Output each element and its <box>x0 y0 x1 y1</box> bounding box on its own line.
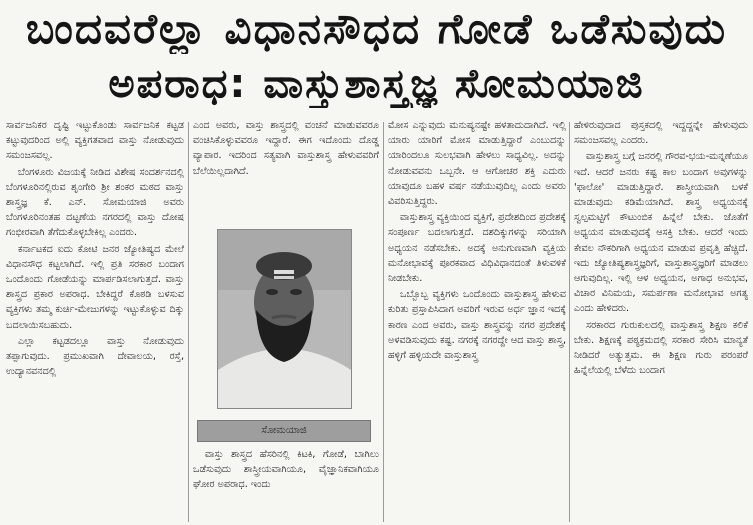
paragraph: ಎಂದ ಅವರು, ವಾಸ್ತು ಶಾಸ್ತ್ರದಲ್ಲಿ ವಂಚನೆ ಮಾಡುವವರೂ ವಂಚಿಸಿಕೊಳ್ಳುವವರೂ ಇದ್ದಾರೆ. ಈಗ ಇದೊಂದು ದೊಡ್ಡ ವ್ಯಾಪಾರ. ಇದರಿಂದ ಸತ್ಯವಾಗಿ ವಾಸ್ತುಶಾಸ್ತ್ರ ಹೇಳುವವರಿಗೆ ಬೆಲೆಯಿಲ್ಲದಾಗಿದೆ. <box>193 120 379 177</box>
paragraph: ಕರ್ನಾಟಕದ ಐದು ಕೋಟಿ ಜನರ ಜ್ಯೋತಿಷ್ಯದ ಮೇಲೆ ವಿಧಾನಸೌಧ ಕಟ್ಟಲಾಗಿದೆ. ಇಲ್ಲಿ ಪ್ರತಿ ಸರಕಾರ ಬಂದಾಗ ಒಂದೊಂದು ಗೋಡೆಯನ್ನು ಮಾರ್ಪಡಿಸಲಾಗುತ್ತದೆ. ವಾಸ್ತು ಶಾಸ್ತ್ರದ ಪ್ರಕಾರ ಅಪರಾಧ. ಬೇಕಿದ್ದರೆ ಕೊಠಡಿ ಬಳಸುವ ವ್ಯಕ್ತಿಗಳು ತಮ್ಮ ಕುರ್ಚಿ-ಮೇಜುಗಳನ್ನು ಇಟ್ಟುಕೊಳ್ಳುವ ದಿಕ್ಕು ಬದಲಾಯಿಸಬಹುದು. <box>6 243 184 331</box>
column-divider <box>383 122 384 522</box>
paragraph: ವಾಸ್ತುಶಾಸ್ತ್ರ ವ್ಯಕ್ತಿಯಿಂದ ವ್ಯಕ್ತಿಗೆ, ಪ್ರದೇಶದಿಂದ ಪ್ರದೇಶಕ್ಕೆ ಸಂಪೂರ್ಣ ಬದಲಾಗುತ್ತದೆ. ದಶದಿಕ್ಕುಗಳನ್ನು ಸರಿಯಾಗಿ ಅಧ್ಯಯನ ನಡೆಸಬೇಕು. ಅದಕ್ಕೆ ಅನುಗುಣವಾಗಿ ವ್ಯಕ್ತಿಯ ಮನೋಭಾವಕ್ಕೆ ಪೂರಕವಾದ ವಿಧಿವಿಧಾನದಂತೆ ತಿಳುವಳಿಕೆ ನೀಡಬೇಕು. <box>388 212 566 285</box>
portrait-photo <box>217 229 352 409</box>
headline-line-1: ಬಂದವರೆಲ್ಲಾ ವಿಧಾನಸೌಧದ ಗೋಡೆ ಒಡೆಸುವುದು <box>25 4 728 53</box>
paragraph: ಎಲ್ಲಾ ಕಟ್ಟಡದಲ್ಲೂ ವಾಸ್ತು ನೋಡುವುದು ತಪ್ಪಾಗುವುದು. ಪ್ರಮುಖವಾಗಿ ದೇವಾಲಯ, ರಸ್ತೆ, ಉದ್ಯಾನವನದಲ್ಲಿ <box>6 335 184 378</box>
article-column-2-continued <box>193 447 379 525</box>
headline-line-2: ಅಪರಾಧ: ವಾಸ್ತುಶಾಸ್ತ್ರಜ್ಞ ಸೋಮಯಾಜಿ <box>108 61 645 107</box>
paragraph: ವಾಸ್ತುಶಾಸ್ತ್ರ ಬಗ್ಗೆ ಜನರಲ್ಲಿ ಗೌರವ-ಭಯ-ಮನ್ನಣೆಯೂ ಇದೆ. ಆದರೆ ಜನರು ಕಷ್ಟ ಕಾಲ ಬಂದಾಗ ಅವುಗಳನ್ನು 'ಫಾಲೋ' ಮಾಡುತ್ತಿದ್ದಾರೆ. ಶಾಸ್ತ್ರೀಯವಾಗಿ ಬಳಕೆ ಮಾಡುವುದು ಕಡಿಮೆಯಾಗಿದೆ. ಶಾಸ್ತ್ರ ಅಧ್ಯಯನಕ್ಕೆ ಸ್ವಲ್ಪಮಟ್ಟಿಗೆ ಕೌಟುಂಬಿಕ ಹಿನ್ನೆಲೆ ಬೇಕು. ಜೊತೆಗೆ ಅಧ್ಯಯನ ಮಾಡುವುದಕ್ಕೆ ಆಸಕ್ತಿ ಬೇಕು. ಆದರೆ ಇಂದು ಕೇವಲ ನೌಕರಿಗಾಗಿ ಅಧ್ಯಯನ ಮಾಡುವ ಪ್ರವೃತ್ತಿ ಹೆಚ್ಚಿದೆ. ಇದು ಜ್ಯೋತಿಷ್ಯಶಾಸ್ತ್ರಜ್ಞರಿಗೆ, ವಾಸ್ತುಶಾಸ್ತ್ರಜ್ಞರಿಗೆ ಮಾಡಲು ಆಗುವುದಿಲ್ಲ. ಇಲ್ಲಿ ಆಳ ಅಧ್ಯಯನ, ಅಗಾಧ ಅನುಭವ, ವಿಚಾರ ವಿನಿಮಯ, ಸಮರ್ಪಣಾ ಮನೋಭಾವ ಅಗತ್ಯ ಎಂದು ಹೇಳಿದರು. <box>574 151 748 315</box>
article-column-4 <box>574 118 748 525</box>
article-column-1 <box>6 118 184 525</box>
paragraph: ಹೇಳಿರುವುದಾದ ಪುಸ್ತಕದಲ್ಲಿ ಇದ್ದದ್ದನ್ನೇ ಹೇಳುವುದು ಸಮಂಜಸವಲ್ಲ ಎಂದರು. <box>574 120 748 147</box>
article-column-3 <box>388 118 566 525</box>
paragraph: ಬೆಂಗಳೂರು ವಿಜಯಕ್ಕೆ ನೀಡಿದ ವಿಶೇಷ ಸಂದರ್ಶನದಲ್ಲಿ ಬೆಂಗಳೂರಿನಲ್ಲಿರುವ ಶೃಂಗೇರಿ ಶ್ರೀ ಶಂಕರ ಮಠದ ವಾಸ್ತು ಶಾಸ್ತ್ರಜ್ಞ ಕೆ. ಎನ್. ಸೋಮಯಾಜಿ ಅವರು ಬೆಂಗಳೂರಿನಂತಹ ದಟ್ಟಣೆಯ ನಗರದಲ್ಲಿ ವಾಸ್ತು ದೋಷ ಗಂಭೀರವಾಗಿ ತೆಗೆದುಕೊಳ್ಳಬೇಕಿಲ್ಲ ಎಂದರು. <box>6 166 184 239</box>
paragraph: ಸರಕಾರದ ಗುರುಕುಲದಲ್ಲಿ ವಾಸ್ತುಶಾಸ್ತ್ರ ಶಿಕ್ಷಣ ಕಲಿಕೆ ಬೇಕು. ಶಿಕ್ಷಣಕ್ಕೆ ಪಠ್ಯಕ್ರಮದಲ್ಲಿ ಸರಕಾರ ಸೇರಿಸಿ ಮಾನ್ಯತೆ ನೀಡಿದರೆ ಅತ್ಯುತ್ತಮ. ಈ ಶಿಕ್ಷಣ ಗುರು ಪರಂಪರೆ ಹಿನ್ನೆಲೆಯಲ್ಲಿ ಬೆಳೆದು ಬಂದಾಗ <box>574 319 748 377</box>
paragraph: ಸಾರ್ವಜನಿಕರ ದೃಷ್ಟಿ ಇಟ್ಟುಕೊಂಡು ಸಾರ್ವಜನಿಕ ಕಟ್ಟಡ ಕಟ್ಟುವುದರಿಂದ ಅಲ್ಲಿ ವ್ಯಕ್ತಿಗತವಾದ ವಾಸ್ತು ನೋಡುವುದು ಸಮಂಜಸವಲ್ಲ. <box>6 120 184 162</box>
column-divider <box>188 122 189 522</box>
article-column-2 <box>193 118 379 226</box>
column-divider <box>569 122 570 522</box>
portrait-illustration <box>218 230 351 408</box>
paragraph: ವಾಸ್ತು ಶಾಸ್ತ್ರದ ಹೆಸರಿನಲ್ಲಿ ಕಿಟಕಿ, ಗೋಡೆ, ಬಾಗಿಲು ಒಡೆಸುವುದು ಶಾಸ್ತ್ರೀಯವಾಗಿಯೂ, ವೈಜ್ಞಾನಿಕವಾಗಿಯೂ ಘೋರ ಅಪರಾಧ. ಇಂದು <box>193 449 379 491</box>
photo-caption: ಸೋಮಯಾಜಿ <box>197 420 371 442</box>
paragraph: ಮೋಸ ಎನ್ನುವುದು ಮನುಷ್ಯನಷ್ಟೇ ಹಳತಾದುದಾಗಿದೆ. ಇಲ್ಲಿ ಯಾರು ಯಾರಿಗೆ ಮೋಸ ಮಾಡುತ್ತಿದ್ದಾರೆ ಎಂಬುದನ್ನು ಯಾರಿಂದಲೂ ಸುಲಭವಾಗಿ ಹೇಳಲು ಸಾಧ್ಯವಿಲ್ಲ. ಅದನ್ನು ನೋಡುವವನು ಒಬ್ಬನೇ. ಆ ಆಗೋಚರ ಶಕ್ತಿ ಎದುರು ಯಾವುದೂ ಬಹಳ ವರ್ಷ ನಡೆಯುವುದಿಲ್ಲ ಎಂದು ಅವರು ವಿವರಿಸುತ್ತಿದ್ದರು. <box>388 120 566 208</box>
paragraph: ಒಬ್ಬೊಬ್ಬ ವ್ಯಕ್ತಿಗಳು ಒಂದೊಂದು ವಾಸ್ತುಶಾಸ್ತ್ರ ಹೇಳುವ ಕುರಿತು ಪ್ರಸ್ತಾಪಿಸಿದಾಗ ಅವರಿಗೆ ಇರುವ ಅರ್ಧ ಜ್ಞಾನ ಇದಕ್ಕೆ ಕಾರಣ ಎಂದ ಅವರು, ವಾಸ್ತು ಶಾಸ್ತ್ರವನ್ನು ನಗರ ಪ್ರದೇಶಕ್ಕೆ ಅಳವಡಿಸುವುದು ಕಷ್ಟ. ನಗರಕ್ಕೆ ನಗರದ್ದೇ ಆದ ವಾಸ್ತು ಶಾಸ್ತ್ರ, ಹಳ್ಳಿಗೆ ಹಳ್ಳಿಯದೇ ವಾಸ್ತುಶಾಸ್ತ್ರ <box>388 289 566 362</box>
